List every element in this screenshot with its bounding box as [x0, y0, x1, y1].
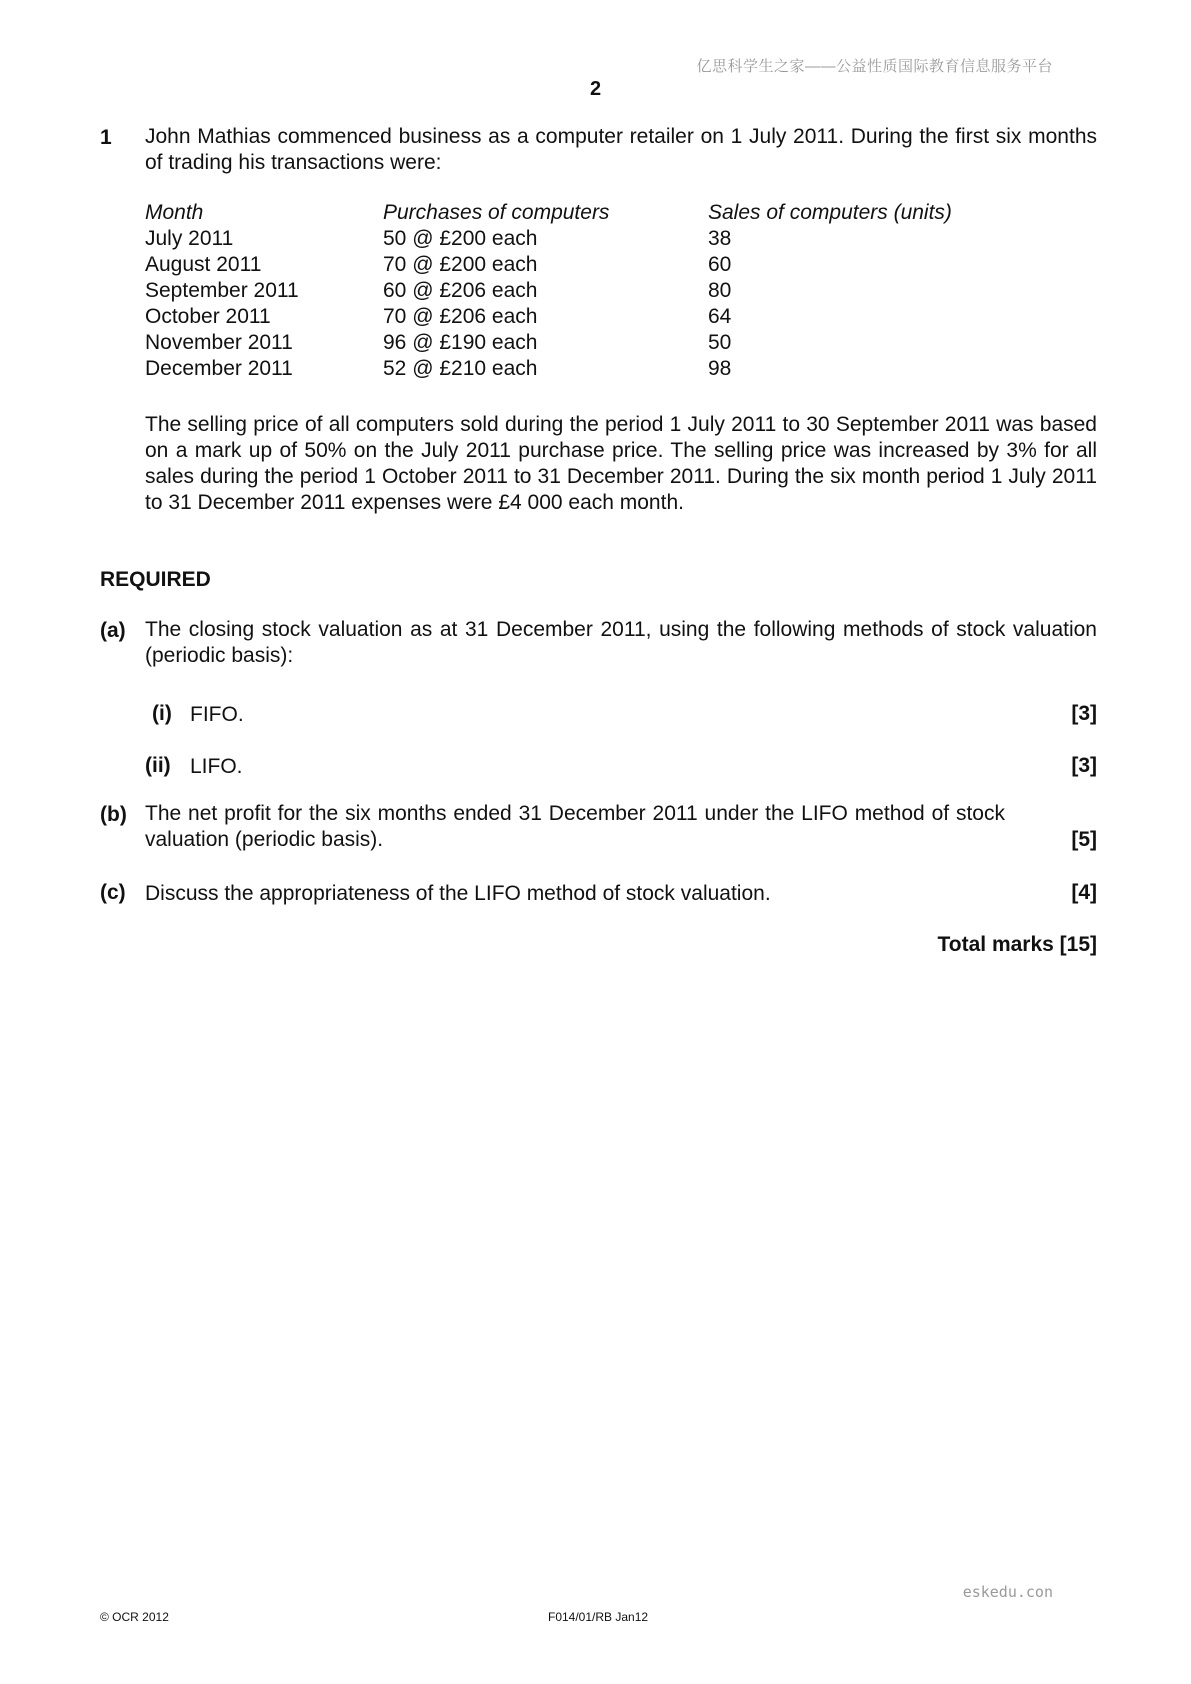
- cell-month: August 2011: [145, 253, 262, 276]
- cell-sales: 64: [708, 305, 732, 328]
- cell-purchases: 96 @ £190 each: [383, 331, 538, 354]
- total-marks: Total marks [15]: [937, 933, 1097, 956]
- part-a-i-label: (i): [152, 702, 172, 725]
- column-header-purchases: Purchases of computers: [383, 201, 610, 224]
- table-row: [145, 330, 1008, 356]
- part-c-label: (c): [100, 881, 126, 904]
- pricing-paragraph: The selling price of all computers sold during the period 1 July 2011 to 30 September 2011 was based on a mark up of 50% on the July 2011 purchase price. The selling price was increased by 3% for all sales during the period 1 October 2011 to 31 December 2011. During the six month period 1 July 2011 to 31 December 2011 expenses were £4 000 each month.: [145, 413, 1097, 514]
- part-a-i-text: FIFO.: [190, 703, 244, 726]
- footer-code: F014/01/RB Jan12: [548, 1610, 649, 1624]
- cell-sales: 50: [708, 331, 732, 354]
- question-number: 1: [100, 126, 112, 149]
- transactions-table: [145, 200, 1008, 382]
- required-heading: REQUIRED: [100, 568, 211, 591]
- cell-month: November 2011: [145, 331, 293, 354]
- cell-sales: 38: [708, 227, 732, 250]
- cell-purchases: 60 @ £206 each: [383, 279, 538, 302]
- table-header-row: [145, 200, 1008, 226]
- table-row: [145, 252, 1008, 278]
- column-header-sales: Sales of computers (units): [708, 201, 952, 224]
- part-c-mark: [4]: [1071, 881, 1097, 904]
- part-b-label: (b): [100, 803, 127, 826]
- cell-purchases: 52 @ £210 each: [383, 357, 538, 380]
- cell-month: July 2011: [145, 227, 234, 250]
- question-intro: John Mathias commenced business as a computer retailer on 1 July 2011. During the first six months of trading his transactions were:: [145, 125, 1097, 174]
- footer-copyright: © OCR 2012: [100, 1610, 169, 1624]
- table-row: [145, 226, 1008, 252]
- cell-month: December 2011: [145, 357, 293, 380]
- column-header-month: Month: [145, 201, 204, 224]
- part-b-mark: [5]: [1071, 828, 1097, 851]
- cell-purchases: 50 @ £200 each: [383, 227, 538, 250]
- watermark-top: 亿思科学生之家——公益性质国际教育信息服务平台: [696, 58, 1053, 75]
- table-row: [145, 304, 1008, 330]
- part-b-text: The net profit for the six months ended 31 December 2011 under the LIFO method of stock valuation (periodic basis).: [145, 802, 1005, 851]
- cell-sales: 60: [708, 253, 732, 276]
- cell-purchases: 70 @ £206 each: [383, 305, 538, 328]
- table-row: [145, 356, 1008, 382]
- cell-month: October 2011: [145, 305, 271, 328]
- page-number: 2: [589, 78, 602, 100]
- part-a-ii-label: (ii): [145, 754, 171, 777]
- table-row: [145, 278, 1008, 304]
- part-a-text: The closing stock valuation as at 31 December 2011, using the following methods of stock valuation (periodic basis):: [145, 618, 1097, 667]
- part-a-i-mark: [3]: [1071, 702, 1097, 725]
- part-a-label: (a): [100, 619, 126, 642]
- cell-sales: 80: [708, 279, 732, 302]
- cell-sales: 98: [708, 357, 732, 380]
- cell-purchases: 70 @ £200 each: [383, 253, 538, 276]
- part-c-text: Discuss the appropriateness of the LIFO method of stock valuation.: [145, 882, 771, 905]
- cell-month: September 2011: [145, 279, 299, 302]
- part-a-ii-mark: [3]: [1071, 754, 1097, 777]
- part-a-ii-text: LIFO.: [190, 755, 243, 778]
- watermark-bottom: eskedu.con: [962, 1583, 1053, 1601]
